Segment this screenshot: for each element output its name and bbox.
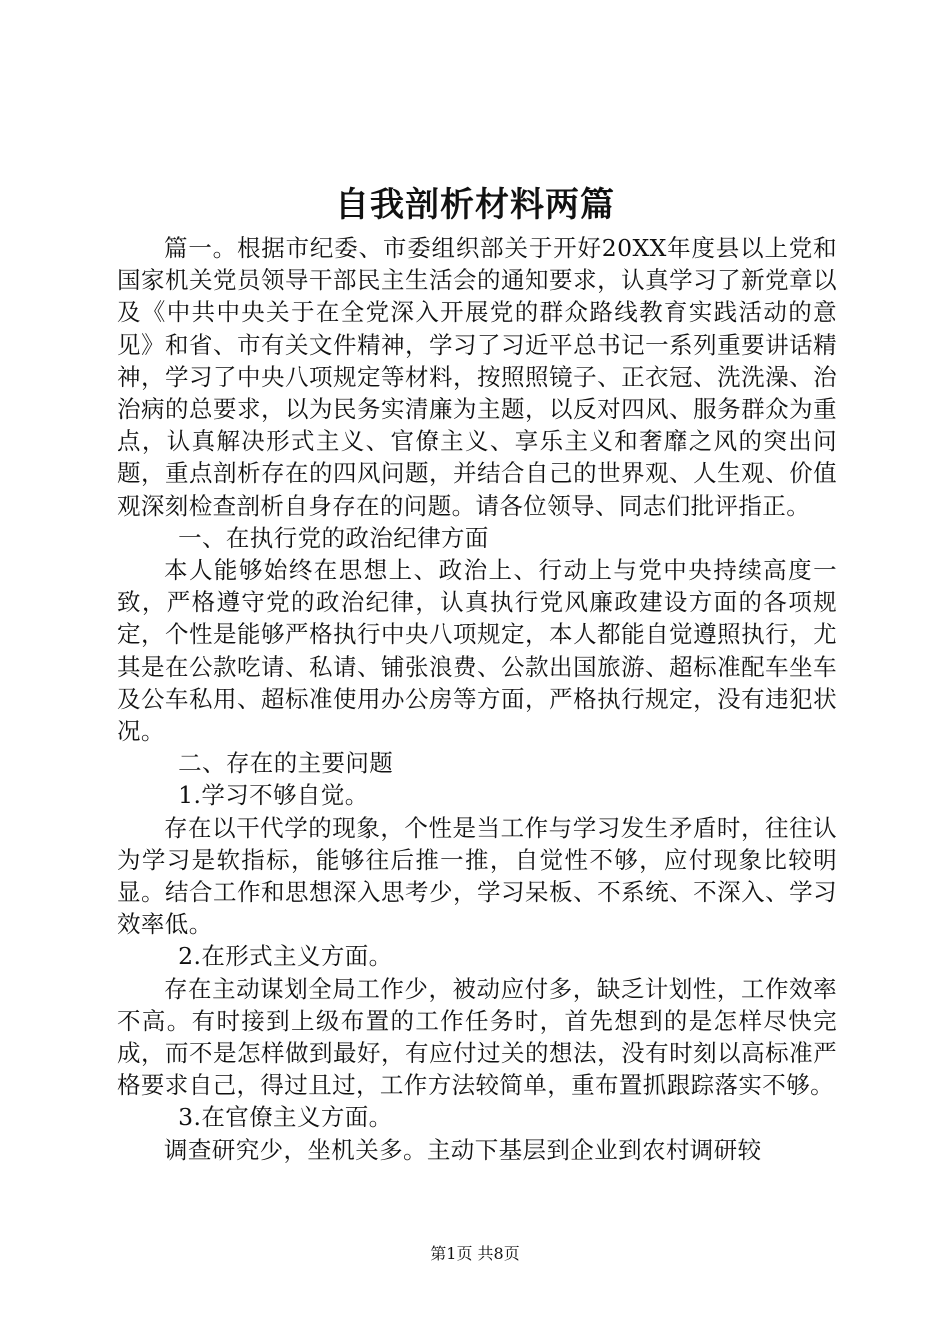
paragraph-subsection-3: 调查研究少，坐机关多。主动下基层到企业到农村调研较 xyxy=(164,1135,762,1164)
section-heading-1: 一、在执行党的政治纪律方面 xyxy=(178,523,489,552)
section-heading-2: 二、存在的主要问题 xyxy=(178,749,394,778)
subsection-heading-1: 1.学习不够自觉。 xyxy=(178,781,369,810)
document-title: 自我剖析材料两篇 xyxy=(335,185,615,225)
paragraph-section-1: 本人能够始终在思想上、政治上、行动上与党中央持续高度一致，严格遵守党的政治纪律，认真执行党风廉政建设方面的各项规定，个性是能够严格执行中央八项规定，本人都能自觉遵照执行，尤其是在公款吃请、私请、铺张浪费、公款出国旅游、超标准配车坐车及公车私用、超标准使用办公房等方面，严格执行规定，没有违犯状况。 xyxy=(117,556,837,746)
subsection-heading-2: 2.在形式主义方面。 xyxy=(178,942,393,971)
document-body xyxy=(117,232,837,1166)
paragraph-intro: 篇一。根据市纪委、市委组织部关于开好20XX年度县以上党和国家机关党员领导干部民主生活会的通知要求，认真学习了新党章以及《中共中央关于在全党深入开展党的群众路线教育实践活动的意见》和省、市有关文件精神，学习了习近平总书记一系列重要讲话精神，学习了中央八项规定等材料，按照照镜子、正衣冠、洗洗澡、治治病的总要求，以为民务实清廉为主题，以反对四风、服务群众为重点，认真解决形式主义、官僚主义、享乐主义和奢靡之风的突出问题，重点剖析存在的四风问题，并结合自己的世界观、人生观、价值观深刻检查剖析自身存在的问题。请各位领导、同志们批评指正。 xyxy=(117,234,837,520)
paragraph-subsection-2: 存在主动谋划全局工作少，被动应付多，缺乏计划性，工作效率不高。有时接到上级布置的工作任务时，首先想到的是怎样尽快完成，而不是怎样做到最好，有应付过关的想法，没有时刻以高标准严格要求自己，得过且过，工作方法较简单，重布置抓跟踪落实不够。 xyxy=(117,974,837,1100)
subsection-heading-3: 3.在官僚主义方面。 xyxy=(178,1103,393,1132)
paragraph-subsection-1: 存在以干代学的现象，个性是当工作与学习发生矛盾时，往往认为学习是软指标，能够往后推一推，自觉性不够，应付现象比较明显。结合工作和思想深入思考少，学习呆板、不系统、不深入、学习效率低。 xyxy=(117,813,837,939)
page-number-footer: 第1页 共8页 xyxy=(430,1244,520,1263)
